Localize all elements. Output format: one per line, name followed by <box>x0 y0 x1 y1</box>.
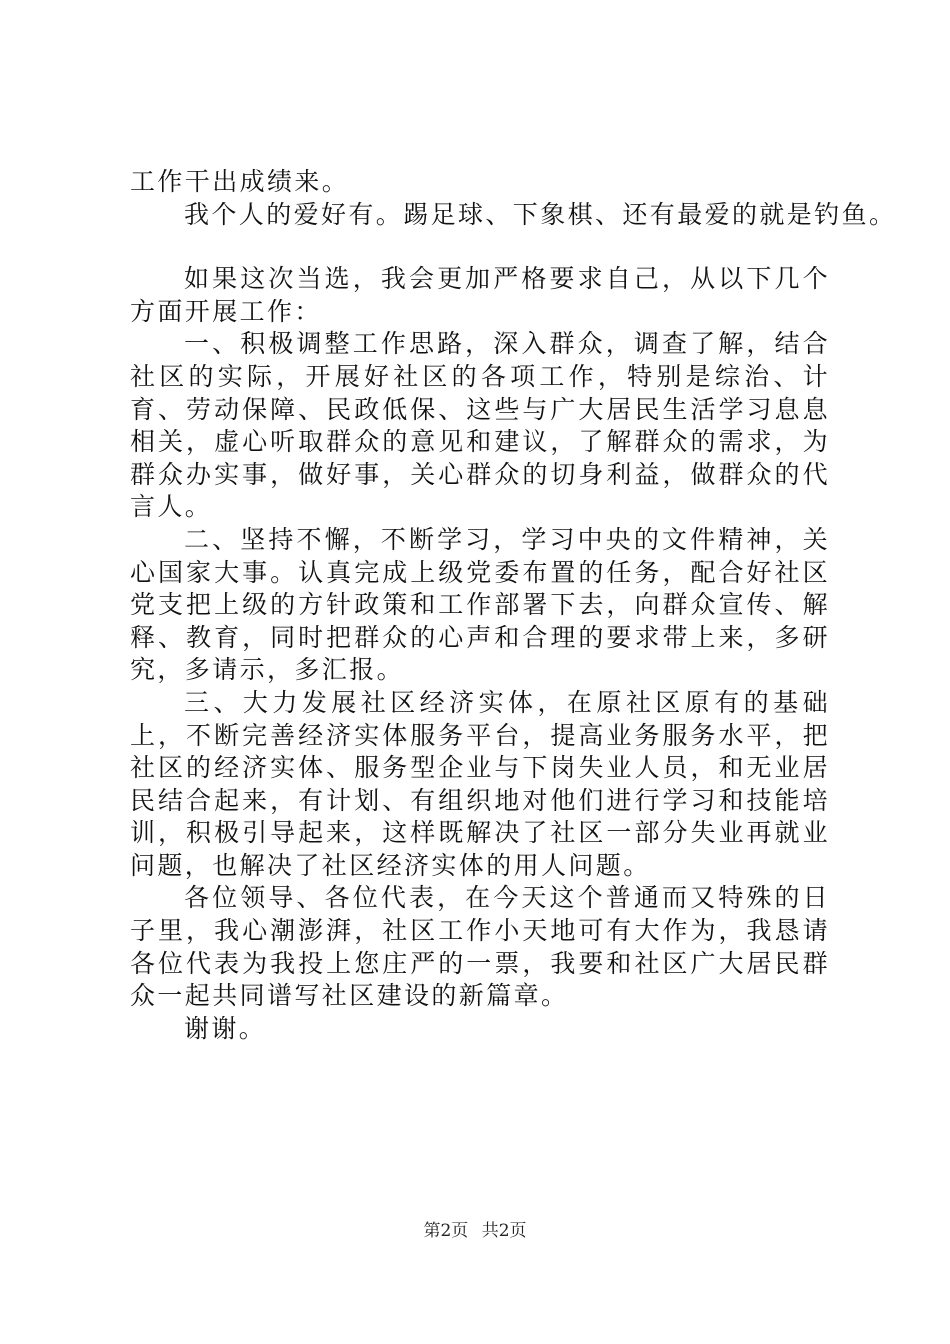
page-footer <box>0 1216 950 1241</box>
paragraph-point-three: 三、大力发展社区经济实体，在原社区原有的基础上，不断完善经济实体服务平台，提高业务服务水平，把社区的经济实体、服务型企业与下岗失业人员，和无业居民结合起来，有计划、有组织地对他们进行学习和技能培训，积极引导起来，这样既解决了社区一部分失业再就业问题，也解决了社区经济实体的用人问题。 <box>130 687 830 880</box>
paragraph-point-one: 一、积极调整工作思路，深入群众，调查了解，结合社区的实际，开展好社区的各项工作，特别是综治、计育、劳动保障、民政低保、这些与广大居民生活学习息息相关，虚心听取群众的意见和建议，了解群众的需求，为群众办实事，做好事，关心群众的切身利益，做群众的代言人。 <box>130 329 830 522</box>
paragraph-spacer <box>130 231 830 263</box>
paragraph-hobbies: 我个人的爱好有。踢足球、下象棋、还有最爱的就是钓鱼。 <box>184 199 897 229</box>
paragraph-continuation: 工作干出成绩来。 <box>130 167 350 196</box>
paragraph-closing: 各位领导、各位代表，在今天这个普通而又特殊的日子里，我心潮澎湃，社区工作小天地可有大作为，我恳请各位代表为我投上您庄严的一票，我要和社区广大居民群众一起共同谱写社区建设的新篇章。 <box>130 883 830 1011</box>
page-number-current: 第2页 <box>423 1221 469 1241</box>
document-body <box>130 166 897 1045</box>
paragraph-point-two: 二、坚持不懈，不断学习，学习中央的文件精神，关心国家大事。认真完成上级党委布置的任务，配合好社区党支把上级的方针政策和工作部署下去，向群众宣传、解释、教育，同时把群众的心声和合理的要求带上来，多研究，多请示，多汇报。 <box>130 524 830 685</box>
page-number-total: 共2页 <box>481 1221 527 1241</box>
paragraph-thanks: 谢谢。 <box>184 1013 267 1043</box>
paragraph-intro: 如果这次当选，我会更加严格要求自己，从以下几个方面开展工作： <box>130 264 830 326</box>
